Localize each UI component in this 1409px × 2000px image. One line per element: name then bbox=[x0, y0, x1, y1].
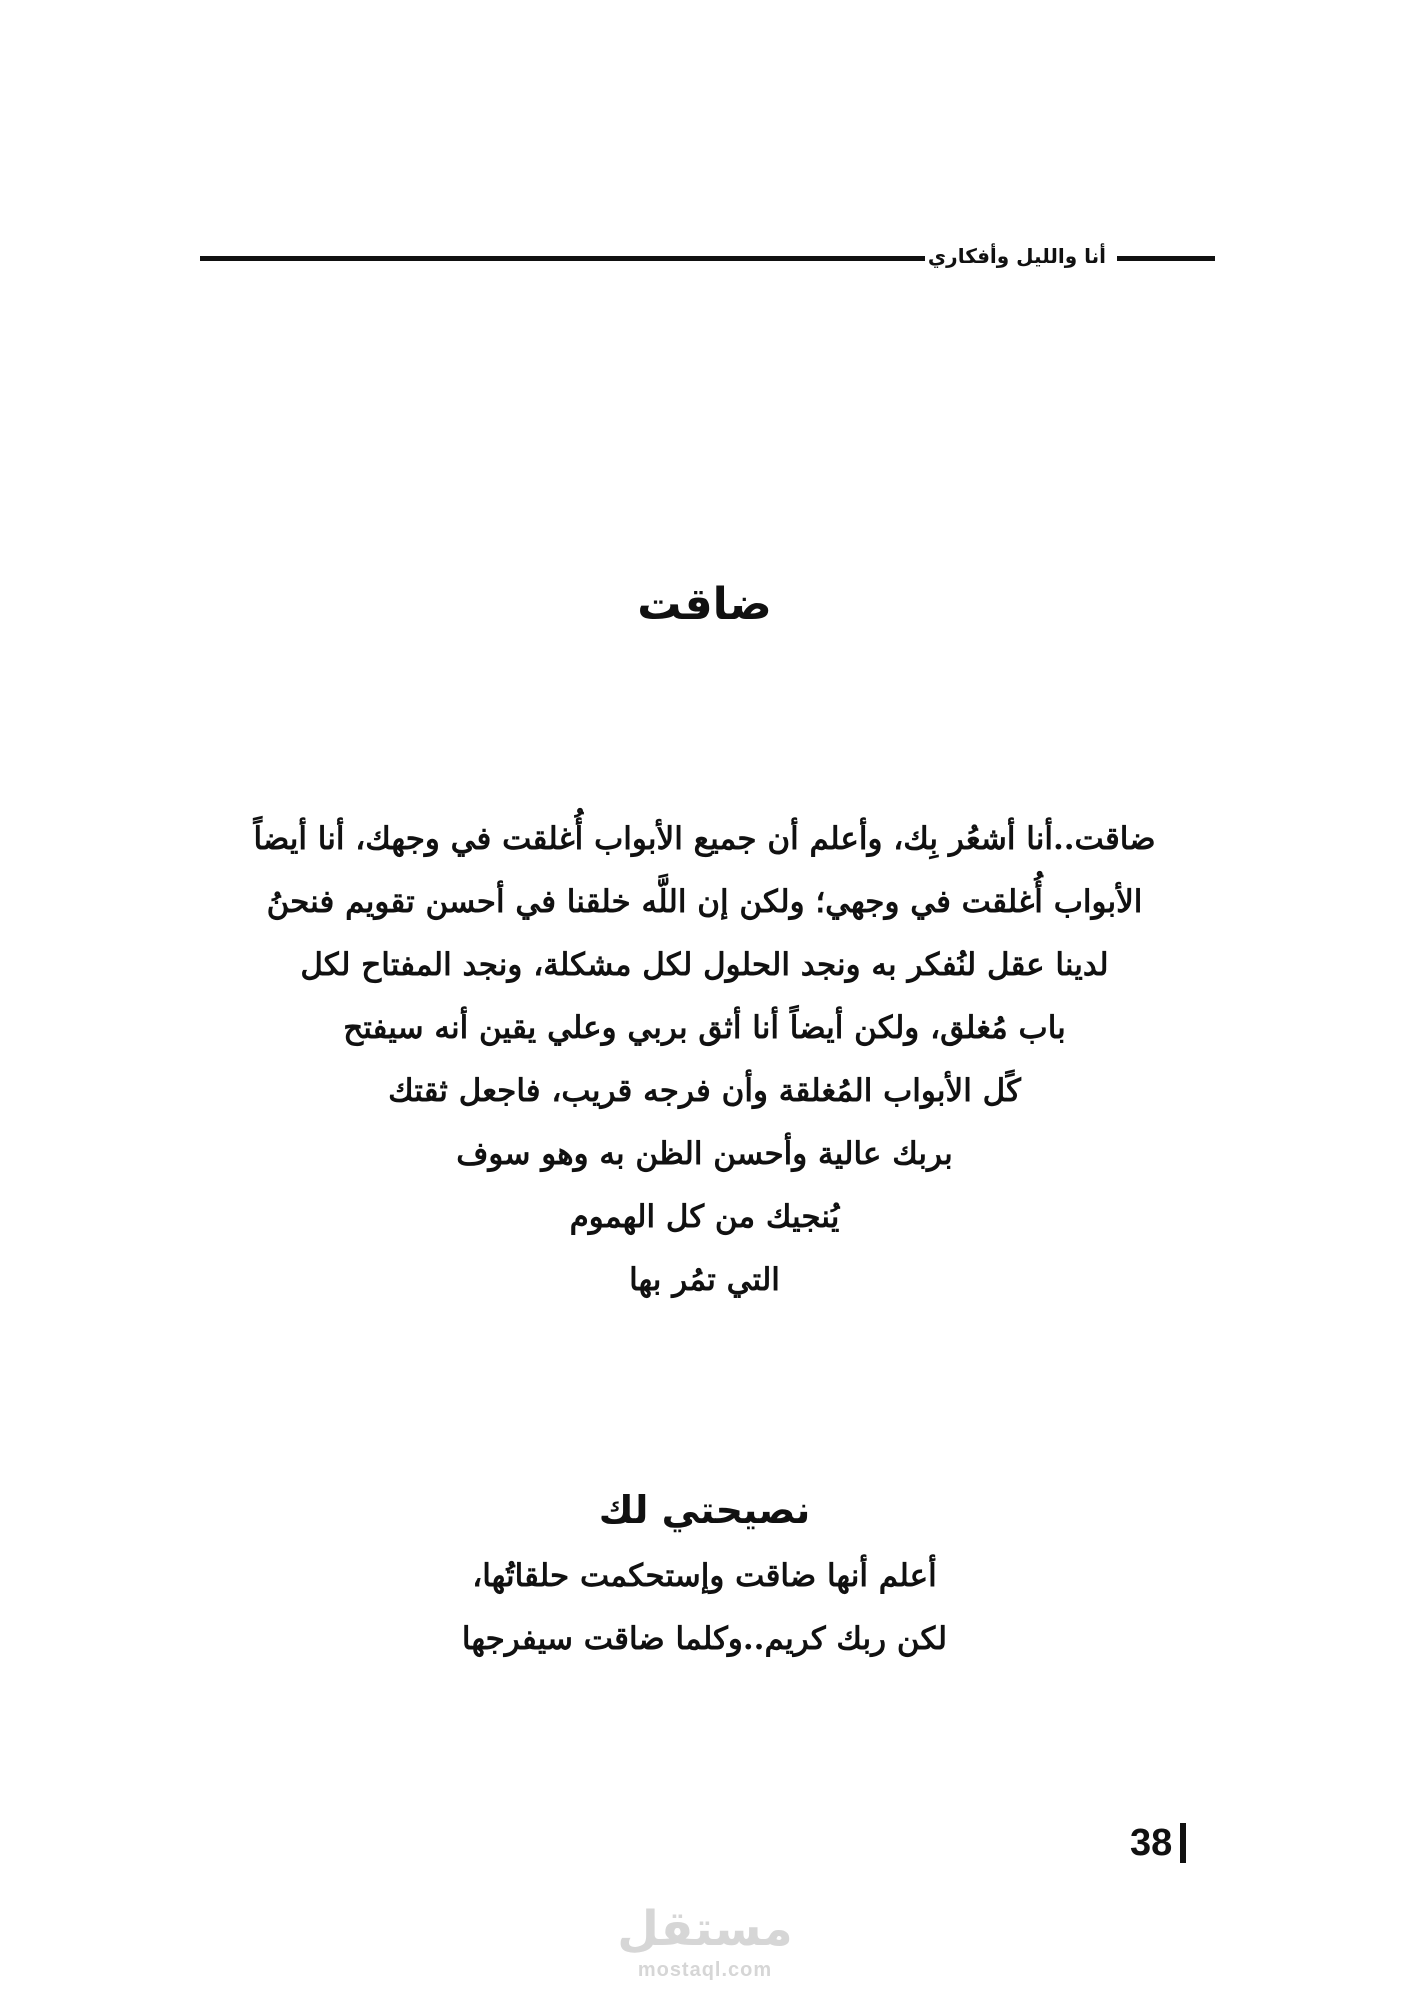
running-title: أنا والليل وأفكاري bbox=[927, 244, 1106, 268]
section-title: ضاقت bbox=[637, 579, 772, 630]
header-rule-left bbox=[200, 256, 925, 261]
page-number bbox=[1130, 1818, 1186, 1868]
page-number-value: 38 bbox=[1130, 1822, 1173, 1864]
body-line: يُنجيك من كل الهموم bbox=[569, 1199, 840, 1235]
body-line: التي تمُر بها bbox=[629, 1262, 780, 1298]
running-header bbox=[200, 238, 1215, 274]
page-number-bar bbox=[1180, 1823, 1186, 1863]
body-line: باب مُغلق، ولكن أيضاً أنا أثق بربي وعلي يقين أنه سيفتح bbox=[343, 1010, 1066, 1046]
body-paragraph bbox=[130, 808, 1279, 1312]
body-line: لدينا عقل لنُفكر به ونجد الحلول لكل مشكلة، ونجد المفتاح لكل bbox=[300, 947, 1109, 983]
header-rule-right bbox=[1117, 256, 1215, 261]
body-line: كًل الأبواب المُغلقة وأن فرجه قريب، فاجعل ثقتك bbox=[388, 1073, 1021, 1109]
advice-paragraph bbox=[0, 1545, 1409, 1671]
watermark bbox=[600, 1900, 810, 1982]
body-line: بربك عالية وأحسن الظن به وهو سوف bbox=[456, 1136, 953, 1172]
body-line: ضاقت..أنا أشعُر بِك، وأعلم أن جميع الأبواب أُغلقت في وجهك، أنا أيضاً bbox=[253, 821, 1156, 857]
watermark-logo: مستقل bbox=[617, 1901, 793, 1957]
advice-line: لكن ربك كريم..وكلما ضاقت سيفرجها bbox=[461, 1621, 948, 1657]
body-line: الأبواب أُغلقت في وجهي؛ ولكن إن اللَّه خلقنا في أحسن تقويم فنحنُ bbox=[266, 884, 1143, 920]
advice-line: أعلم أنها ضاقت وإستحكمت حلقاتُها، bbox=[472, 1558, 937, 1594]
advice-title: نصيحتي لك bbox=[598, 1488, 811, 1532]
watermark-url: mostaql.com bbox=[637, 1959, 773, 1981]
